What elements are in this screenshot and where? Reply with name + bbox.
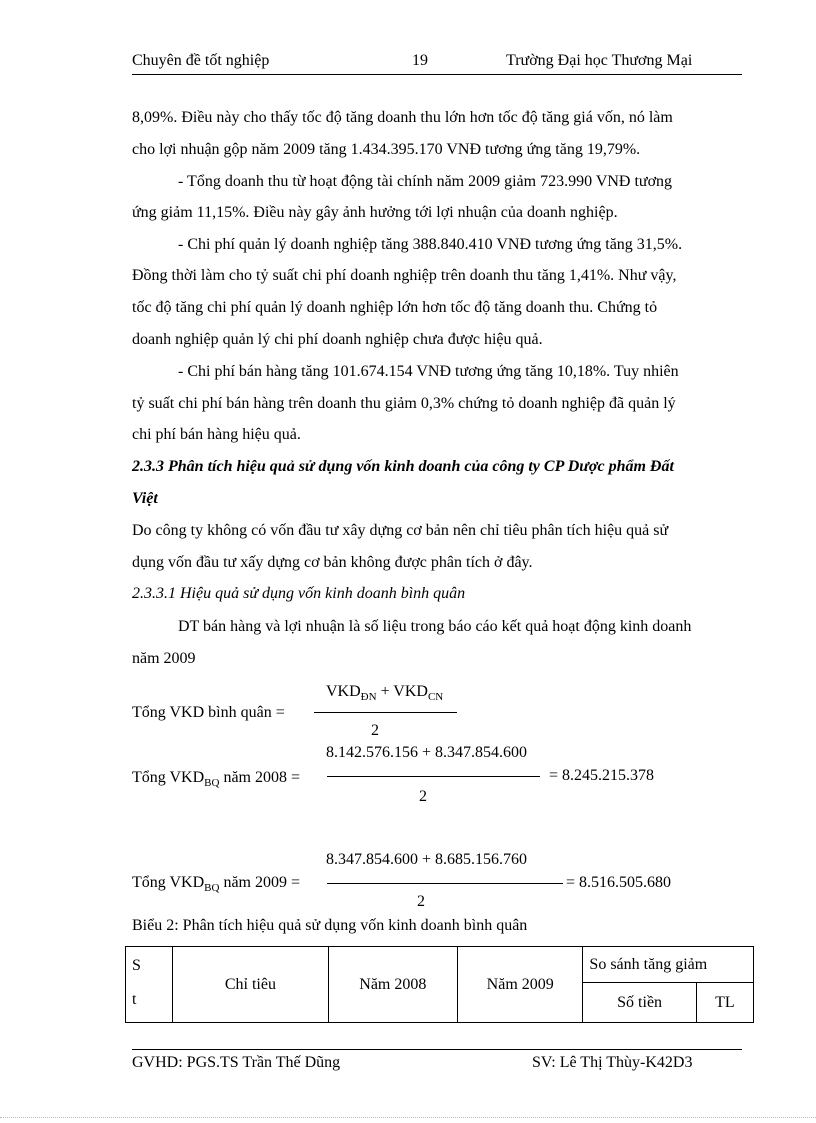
- paragraph-line: Do công ty không có vốn đầu tư xây dựng cơ bản nên chỉ tiêu phân tích hiệu quả sử: [132, 522, 669, 539]
- paragraph-line: dụng vốn đầu tư xấy dựng cơ bản không được phân tích ở đây.: [132, 554, 533, 571]
- formula-denominator: 2: [419, 788, 427, 805]
- formula-label: Tổng $VKD_{BQ}$ năm 2009 =: [132, 874, 301, 895]
- paragraph-line: Đồng thời làm cho tỷ suất chi phí doanh nghiệp trên doanh thu tăng 1,41%. Như vậy,: [132, 267, 677, 284]
- page-footer: [132, 1049, 742, 1080]
- formula-result: = 8.516.505.680: [566, 874, 672, 891]
- header-tl: TL: [696, 983, 753, 1023]
- sub-heading: 2.3.3.1 Hiệu quả sử dụng vốn kinh doanh bình quân: [132, 585, 466, 602]
- page-edge-divider: [0, 1117, 816, 1118]
- header-chi-tieu: Chỉ tiêu: [173, 947, 328, 1023]
- paragraph-line: tỷ suất chi phí bán hàng trên doanh thu giảm 0,3% chứng tỏ doanh nghiệp đã quản lý: [132, 395, 676, 412]
- formula-label: Tổng $VKD_{BQ}$ năm 2008 =: [132, 769, 301, 790]
- formula-numerator: $VKD_{ĐN} + VKD_{CN}$: [326, 683, 444, 704]
- header-nam-2009: Năm 2009: [458, 947, 583, 1023]
- paragraph-line: năm 2009: [132, 650, 196, 667]
- footer-student: SV: Lê Thị Thùy-K42D3: [532, 1054, 693, 1071]
- formula-denominator: 2: [371, 722, 379, 739]
- paragraph-line: ứng giảm 11,15%. Điều này gây ảnh hưởng tới lợi nhuận của doanh nghiệp.: [132, 204, 618, 221]
- formula-numerator: 8.347.854.600 + 8.685.156.760: [326, 851, 528, 868]
- header-so-tien: Số tiền: [583, 983, 696, 1023]
- table-caption: Biểu 2: Phân tích hiệu quả sử dụng vốn kinh doanh bình quân: [132, 917, 528, 934]
- header-school: Trường Đại học Thương Mại: [506, 52, 693, 69]
- paragraph-line: chi phí bán hàng hiệu quả.: [132, 426, 301, 443]
- paragraph-line: cho lợi nhuận gộp năm 2009 tăng 1.434.395.170 VNĐ tương ứng tăng 19,79%.: [132, 141, 641, 158]
- page-number: 19: [412, 52, 428, 69]
- paragraph-line: - Chi phí quản lý doanh nghiệp tăng 388.840.410 VNĐ tương ứng tăng 31,5%.: [178, 236, 683, 253]
- paragraph-line: tốc độ tăng chi phí quản lý doanh nghiệp lớn hơn tốc độ tăng doanh thu. Chứng tỏ: [132, 299, 658, 316]
- fraction-bar: [314, 712, 457, 713]
- section-heading: 2.3.3 Phân tích hiệu quả sử dụng vốn kinh doanh của công ty CP Dược phẩm Đất: [132, 458, 674, 475]
- header-title: Chuyên đề tốt nghiệp: [132, 52, 270, 69]
- fraction-bar: [327, 883, 563, 884]
- section-heading: Việt: [132, 490, 158, 507]
- paragraph-line: DT bán hàng và lợi nhuận là số liệu trong báo cáo kết quả hoạt động kinh doanh: [178, 618, 692, 635]
- page-header: [132, 52, 742, 75]
- paragraph-line: - Tổng doanh thu từ hoạt động tài chính năm 2009 giảm 723.990 VNĐ tương: [178, 173, 673, 190]
- fraction-bar: [327, 776, 540, 777]
- stt-header: S t: [126, 947, 173, 1023]
- footer-supervisor: GVHD: PGS.TS Trần Thế Dũng: [132, 1054, 341, 1071]
- header-nam-2008: Năm 2008: [328, 947, 457, 1023]
- formula-numerator: 8.142.576.156 + 8.347.854.600: [326, 744, 528, 761]
- header-so-sanh: So sánh tăng giảm: [583, 947, 754, 983]
- analysis-table: [125, 946, 754, 1023]
- formula-result: = 8.245.215.378: [549, 767, 655, 784]
- paragraph-line: - Chi phí bán hàng tăng 101.674.154 VNĐ tương ứng tăng 10,18%. Tuy nhiên: [178, 363, 679, 380]
- formula-denominator: 2: [417, 893, 425, 910]
- formula-label: Tổng VKD bình quân =: [132, 704, 285, 721]
- paragraph-line: doanh nghiệp quản lý chi phí doanh nghiệp chưa được hiệu quả.: [132, 331, 543, 348]
- paragraph-line: 8,09%. Điều này cho thấy tốc độ tăng doanh thu lớn hơn tốc độ tăng giá vốn, nó làm: [132, 109, 673, 126]
